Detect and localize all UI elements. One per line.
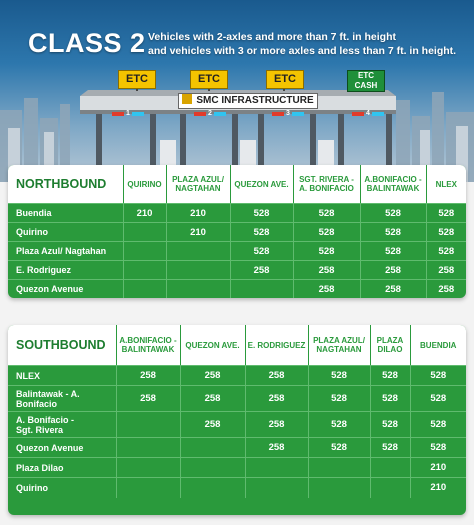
etc-sign-lane-3: ETC — [266, 70, 304, 89]
northbound-body — [8, 203, 466, 298]
northbound-fare-cell: 210 — [166, 204, 230, 223]
southbound-fare-cell: 528 — [370, 412, 410, 438]
col-header-line: NAGTAHAN — [316, 345, 362, 354]
southbound-col-header — [308, 325, 370, 365]
southbound-table-row — [8, 366, 466, 386]
southbound-fare-cell: 258 — [116, 366, 180, 386]
northbound-fare-cell: 528 — [293, 223, 360, 242]
col-header-line: BALINTAWAK — [366, 184, 420, 193]
northbound-fare-cell: 258 — [426, 261, 466, 280]
col-header-line: NAGTAHAN — [175, 184, 221, 193]
northbound-fare-cell: 528 — [426, 242, 466, 261]
southbound-col-header: E. RODRIGUEZ — [245, 325, 308, 365]
southbound-table-row — [8, 458, 466, 478]
northbound-fare-cell: 210 — [166, 223, 230, 242]
col-header-line: A.BONIFACIO - — [364, 175, 422, 184]
northbound-fare-cell: 528 — [426, 204, 466, 223]
smc-infrastructure-banner — [178, 93, 318, 109]
northbound-fare-cell — [123, 280, 166, 299]
southbound-fare-cell — [116, 412, 180, 438]
origin-label-line: Sgt. Rivera — [16, 424, 64, 435]
banner-text: SMC INFRASTRUCTURE — [196, 95, 314, 106]
southbound-fare-cell — [245, 478, 308, 498]
southbound-fare-cell: 528 — [308, 438, 370, 458]
southbound-fare-cell: 258 — [245, 386, 308, 412]
southbound-fare-cell — [370, 458, 410, 478]
southbound-fare-table — [8, 325, 466, 515]
northbound-table-row — [8, 223, 466, 242]
southbound-fare-cell — [370, 478, 410, 498]
southbound-fare-cell: 258 — [180, 386, 245, 412]
northbound-fare-cell — [166, 242, 230, 261]
northbound-origin-cell — [8, 223, 123, 242]
southbound-fare-cell — [308, 458, 370, 478]
southbound-col-header: QUEZON AVE. — [180, 325, 245, 365]
southbound-fare-cell: 210 — [410, 458, 466, 478]
southbound-fare-cell — [180, 438, 245, 458]
origin-label-line: E. Rodriguez — [16, 265, 72, 275]
origin-label-line: Bonifacio — [16, 398, 58, 409]
southbound-table-row — [8, 386, 466, 412]
col-header-line: DILAO — [377, 345, 403, 354]
northbound-origin-cell — [8, 204, 123, 223]
etc-cash-sign-lane-4 — [347, 70, 385, 92]
etc-cash-bottom-label: CASH — [354, 81, 378, 90]
southbound-col-header: BUENDIA — [410, 325, 466, 365]
southbound-header-row — [8, 325, 466, 365]
northbound-col-header: QUEZON AVE. — [230, 165, 293, 203]
origin-label-line: Plaza Azul/ Nagtahan — [16, 246, 107, 256]
southbound-fare-cell: 528 — [410, 412, 466, 438]
southbound-origin-cell — [8, 412, 116, 438]
northbound-fare-cell — [166, 280, 230, 299]
northbound-fare-cell: 258 — [360, 280, 426, 299]
northbound-origin-cell — [8, 280, 123, 299]
southbound-fare-cell: 258 — [180, 412, 245, 438]
southbound-origin-cell — [8, 458, 116, 478]
southbound-table-row — [8, 478, 466, 498]
etc-cash-top-label: ETC — [358, 71, 374, 80]
col-header-line: SGT. RIVERA - — [299, 175, 354, 184]
northbound-header-row — [8, 165, 466, 203]
southbound-fare-cell — [308, 478, 370, 498]
southbound-table-row — [8, 412, 466, 438]
northbound-origin-cell — [8, 261, 123, 280]
northbound-fare-cell: 528 — [360, 204, 426, 223]
vehicle-class-title: CLASS 2 — [28, 28, 146, 58]
southbound-fare-cell: 528 — [410, 438, 466, 458]
southbound-title: SOUTHBOUND — [8, 325, 116, 365]
smc-logo-icon — [182, 94, 192, 104]
origin-label-line: Buendia — [16, 208, 52, 218]
hero-banner — [0, 0, 474, 182]
etc-sign-lane-1: ETC — [118, 70, 156, 89]
origin-label-line: A. Bonifacio - — [16, 414, 74, 425]
southbound-fare-cell: 210 — [410, 478, 466, 498]
origin-label-line: Plaza Dilao — [16, 462, 64, 473]
southbound-fare-cell: 258 — [116, 386, 180, 412]
northbound-title: NORTHBOUND — [8, 165, 123, 203]
southbound-fare-cell — [180, 478, 245, 498]
lane-number-1: 1 — [126, 110, 130, 117]
origin-label-line: Quirino — [16, 482, 48, 493]
col-header-line: PLAZA AZUL/ — [313, 336, 365, 345]
lane-number-3: 3 — [286, 110, 290, 117]
southbound-table-row — [8, 438, 466, 458]
northbound-origin-cell — [8, 242, 123, 261]
southbound-origin-cell — [8, 478, 116, 498]
northbound-col-header — [293, 165, 360, 203]
origin-label-line: Quirino — [16, 227, 48, 237]
southbound-fare-cell — [116, 458, 180, 478]
northbound-fare-cell: 258 — [426, 280, 466, 299]
col-header-line: BALINTAWAK — [121, 345, 175, 354]
northbound-fare-cell: 528 — [426, 223, 466, 242]
northbound-fare-cell: 528 — [360, 242, 426, 261]
southbound-fare-cell: 528 — [370, 386, 410, 412]
lane-number-4: 4 — [366, 110, 370, 117]
southbound-fare-cell — [180, 458, 245, 478]
northbound-fare-table — [8, 165, 466, 298]
etc-sign-lane-2: ETC — [190, 70, 228, 89]
southbound-origin-cell — [8, 366, 116, 386]
northbound-col-header — [166, 165, 230, 203]
southbound-col-header — [116, 325, 180, 365]
northbound-col-header — [360, 165, 426, 203]
origin-label-line: Quezon Avenue — [16, 442, 84, 453]
northbound-table-row — [8, 261, 466, 280]
description-line-2: and vehicles with 3 or more axles and less than 7 ft. in height. — [148, 45, 457, 57]
southbound-table — [8, 325, 466, 365]
northbound-table — [8, 165, 466, 203]
northbound-fare-cell: 210 — [123, 204, 166, 223]
origin-label-line: Balintawak - A. — [16, 388, 80, 399]
northbound-fare-cell: 528 — [230, 223, 293, 242]
northbound-fare-cell: 528 — [293, 242, 360, 261]
southbound-fare-cell: 528 — [370, 366, 410, 386]
northbound-fare-cell — [123, 223, 166, 242]
northbound-fare-cell: 528 — [230, 204, 293, 223]
southbound-origin-cell — [8, 386, 116, 412]
southbound-fare-cell — [245, 458, 308, 478]
northbound-fare-cell: 258 — [360, 261, 426, 280]
southbound-body — [8, 365, 466, 498]
description-line-1: Vehicles with 2-axles and more than 7 ft. in height — [148, 31, 396, 43]
northbound-fare-cell — [123, 261, 166, 280]
northbound-fare-cell: 528 — [360, 223, 426, 242]
col-header-line: A. BONIFACIO — [299, 184, 354, 193]
origin-label-line: NLEX — [16, 370, 41, 381]
southbound-col-header — [370, 325, 410, 365]
southbound-fare-cell: 528 — [410, 366, 466, 386]
northbound-table-row — [8, 204, 466, 223]
northbound-fare-cell: 258 — [293, 280, 360, 299]
northbound-fare-cell: 258 — [293, 261, 360, 280]
northbound-col-header: NLEX — [426, 165, 466, 203]
northbound-table-row — [8, 242, 466, 261]
origin-label-line: Quezon Avenue — [16, 284, 84, 295]
northbound-fare-cell — [123, 242, 166, 261]
southbound-origin-cell — [8, 438, 116, 458]
northbound-col-header: QUIRINO — [123, 165, 166, 203]
southbound-fare-cell: 258 — [245, 438, 308, 458]
southbound-fare-cell: 528 — [308, 386, 370, 412]
southbound-fare-cell: 258 — [245, 366, 308, 386]
col-header-line: PLAZA — [376, 336, 404, 345]
lane-number-2: 2 — [208, 110, 212, 117]
northbound-fare-cell: 528 — [230, 242, 293, 261]
southbound-fare-cell: 528 — [308, 366, 370, 386]
southbound-fare-cell — [116, 438, 180, 458]
southbound-fare-cell: 258 — [245, 412, 308, 438]
vehicle-class-description — [148, 30, 468, 58]
col-header-line: PLAZA AZUL/ — [172, 175, 224, 184]
northbound-fare-cell — [230, 280, 293, 299]
southbound-fare-cell: 528 — [370, 438, 410, 458]
col-header-line: A.BONIFACIO - — [119, 336, 177, 345]
southbound-fare-cell: 528 — [410, 386, 466, 412]
northbound-fare-cell — [166, 261, 230, 280]
northbound-fare-cell: 528 — [293, 204, 360, 223]
northbound-table-row — [8, 280, 466, 299]
southbound-fare-cell — [116, 478, 180, 498]
northbound-fare-cell: 258 — [230, 261, 293, 280]
southbound-fare-cell: 258 — [180, 366, 245, 386]
southbound-fare-cell: 528 — [308, 412, 370, 438]
